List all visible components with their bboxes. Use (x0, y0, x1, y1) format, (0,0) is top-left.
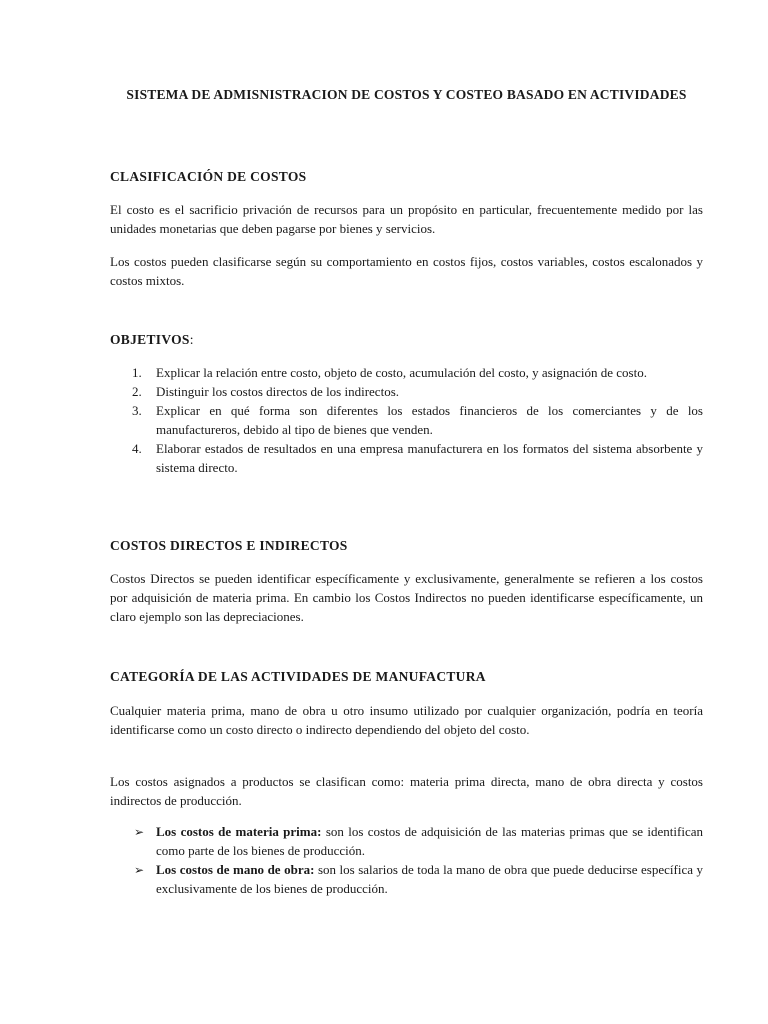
list-item-text: Explicar en qué forma son diferentes los estados financieros de los comerciantes y de los manufactureros, debido al tipo de bienes que venden. (156, 403, 703, 437)
bullet-term: Los costos de materia prima: (156, 824, 322, 839)
list-item (110, 401, 703, 439)
paragraph: Cualquier materia prima, mano de obra u otro insumo utilizado por cualquier organización, podría en teoría identificarse como un costo directo o indirecto dependiendo del objeto del costo. (110, 703, 703, 737)
objectives-list (110, 363, 703, 477)
paragraph: Los costos asignados a productos se clasifican como: materia prima directa, mano de obra directa y costos indirectos de producción. (110, 774, 703, 808)
arrowhead-bullet-icon: ➢ (134, 863, 145, 877)
heading-suffix: : (189, 332, 194, 347)
paragraph: Los costos pueden clasificarse según su comportamiento en costos fijos, costos variables, costos escalonados y costos mixtos. (110, 254, 703, 288)
section-heading-objetivos (110, 331, 194, 349)
cost-types-list (110, 822, 703, 898)
heading-text: OBJETIVOS (110, 332, 190, 347)
paragraph: El costo es el sacrificio privación de recursos para un propósito en particular, frecuentemente medido por las unidades monetarias que deben pagarse por bienes y servicios. (110, 202, 703, 236)
section-heading-costos-directos: COSTOS DIRECTOS E INDIRECTOS (110, 538, 348, 553)
arrowhead-bullet-icon: ➢ (134, 825, 145, 839)
list-item-text: Distinguir los costos directos de los indirectos. (156, 384, 400, 399)
section-heading-categoria: CATEGORÍA DE LAS ACTIVIDADES DE MANUFACTURA (110, 669, 486, 684)
list-item (110, 822, 703, 860)
bullet-text: son los costos de adquisición de las materias primas que se identifican como parte de los bienes de producción. (156, 824, 704, 858)
document-title: SISTEMA DE ADMISNISTRACION DE COSTOS Y COSTEO BASADO EN ACTIVIDADES (126, 87, 687, 102)
paragraph: Costos Directos se pueden identificar específicamente y exclusivamente, generalmente se refieren a los costos por adquisición de materia prima. En cambio los Costos Indirectos no pueden identificarse específicamente, un claro ejemplo son las depreciaciones. (110, 571, 703, 624)
list-item (110, 439, 703, 477)
list-item-text: Elaborar estados de resultados en una empresa manufacturera en los formatos del sistema absorbente y sistema directo. (156, 441, 703, 475)
list-item-text: Explicar la relación entre costo, objeto de costo, acumulación del costo, y asignación de costo. (156, 365, 647, 380)
list-item (110, 363, 703, 382)
list-item (110, 860, 703, 898)
list-number: 2. (132, 384, 142, 399)
bullet-text: son los salarios de toda la mano de obra que puede deducirse específica y exclusivamente de los bienes de producción. (156, 862, 703, 896)
list-number: 4. (132, 441, 142, 456)
list-item (110, 382, 703, 401)
list-number: 1. (132, 365, 142, 380)
section-heading-clasificacion: CLASIFICACIÓN DE COSTOS (110, 169, 307, 184)
bullet-term: Los costos de mano de obra: (156, 862, 315, 877)
list-number: 3. (132, 403, 142, 418)
